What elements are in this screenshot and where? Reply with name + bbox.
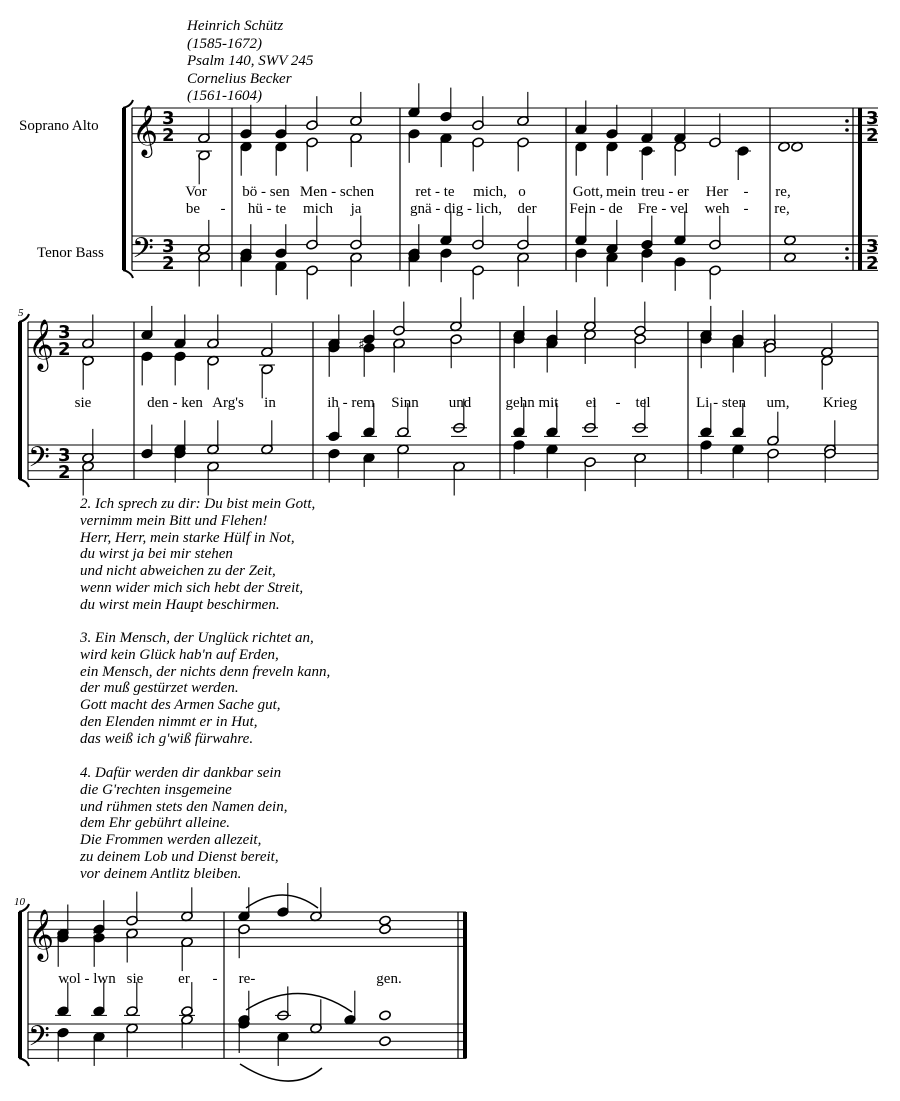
lyric-syllable: o (518, 184, 526, 200)
lyric-syllable: gnä - dig - lich, (409, 201, 503, 217)
lyric-syllable: er (178, 971, 190, 987)
lyric-syllable: wol - lwn (58, 971, 116, 987)
slur (246, 895, 318, 908)
time-signature: 2 (866, 253, 879, 274)
upper-staff-label: Soprano Alto (19, 118, 99, 134)
verse-line: das weiß ich g'wiß fürwahre. (80, 730, 254, 747)
composer: Heinrich Schütz (187, 18, 284, 34)
sharp-accidental: ♯ (92, 927, 99, 943)
lyric-syllable: Gott, (572, 184, 604, 200)
time-signature: 3 (58, 445, 71, 466)
sharp-accidental: ♯ (358, 337, 365, 353)
lyric-syllable: Fre - vel (637, 201, 689, 217)
verse-2 (80, 496, 315, 614)
verse-line: du wirst ja bei mir stehen (80, 546, 233, 563)
lyric-syllable: und (448, 395, 472, 411)
repeat-dot (845, 128, 849, 132)
measure-number-5: 5 (18, 307, 24, 319)
treble-clef-icon: 𝄞 (28, 319, 55, 370)
lyric-syllable: Her (705, 184, 729, 200)
composer-dates: (1585-1672) (187, 35, 262, 52)
whole-note (379, 1036, 392, 1047)
time-signature: 2 (58, 462, 71, 483)
time-signature: 2 (162, 253, 175, 274)
lyric-syllable: Fein - de (569, 201, 623, 217)
poet-dates: (1561-1604) (187, 88, 262, 104)
verse-line: vernimm mein Bitt und Flehen! (80, 512, 268, 529)
verse-line: 2. Ich sprech zu dir: Du bist mein Gott, (80, 496, 316, 512)
lyric-syllable: - (743, 201, 749, 217)
slur (240, 1064, 322, 1081)
verse-line: und nicht abweichen zu der Zeit, (80, 563, 276, 580)
time-signature: 3 (162, 236, 175, 257)
slur (246, 993, 352, 1012)
lyric-syllable: der (517, 201, 537, 217)
verse-line: der muß gestürzet werden. (80, 680, 239, 697)
lower-staff-label: Tenor Bass (37, 245, 104, 261)
time-signature: 3 (866, 108, 879, 129)
verse-line: dem Ehr gebührt alleine. (80, 815, 230, 832)
verse-line: Gott macht des Armen Sache gut, (80, 697, 281, 714)
verse-line: wird kein Glück hab'n auf Erden, (80, 646, 279, 663)
lyric-syllable: hü - te (247, 201, 287, 217)
lyric-syllable: be (185, 201, 201, 217)
lyric-syllable: ja (350, 201, 362, 217)
lyric-syllable: Arg's (212, 395, 244, 411)
lyric-syllable: um, (766, 395, 790, 411)
lyric-syllable: tel (635, 395, 651, 411)
lyric-syllable: ih - rem (327, 395, 375, 411)
lyric-syllable: bö - sen (242, 184, 290, 200)
bass-clef-icon: 𝄢 (28, 1020, 50, 1060)
lyric-syllable: Krieg (822, 395, 858, 411)
time-signature: 3 (58, 322, 71, 343)
lyric-syllable: - (212, 971, 218, 987)
repeat-dot (845, 247, 849, 251)
verse-line: ein Mensch, der nichts denn freveln kann, (80, 663, 331, 680)
verse-line: und rühmen stets den Namen dein, (80, 798, 288, 815)
whole-note (379, 924, 392, 935)
lyric-syllable: Vor (185, 184, 207, 200)
lyric-syllable: - (220, 201, 226, 217)
lyric-syllable: mich, (473, 184, 507, 200)
verse-line: vor deinem Antlitz bleiben. (80, 865, 242, 882)
lyric-syllable: - (615, 395, 621, 411)
lyric-syllable: treu - er (641, 184, 689, 200)
lyric-syllable: gehn mit (505, 395, 559, 411)
verse-line: 3. Ein Mensch, der Unglück richtet an, (80, 630, 314, 646)
verse-line: die G'rechten insgemeine (80, 781, 232, 798)
measure-number-10: 10 (14, 896, 25, 908)
lyric-syllable: den - ken (147, 395, 203, 411)
verse-3 (80, 630, 330, 748)
time-signature: 3 (162, 108, 175, 129)
sharp-accidental: ♯ (56, 927, 63, 943)
verse-line: zu deinem Lob und Dienst bereit, (80, 848, 279, 865)
lyric-syllable: re, (774, 201, 790, 217)
time-signature: 2 (866, 125, 879, 146)
verse-4 (80, 765, 287, 883)
lyric-syllable: Li - sten (696, 395, 746, 411)
lyric-syllable: re- (238, 971, 256, 987)
lyric-syllable: sie (74, 395, 92, 411)
verse-line: 4. Dafür werden dir dankbar sein (80, 765, 282, 781)
poet: Cornelius Becker (187, 70, 292, 87)
repeat-dot (845, 119, 849, 123)
lyric-syllable: ei (585, 395, 597, 411)
bass-clef-icon: 𝄢 (132, 232, 154, 272)
treble-clef-icon: 𝄞 (132, 105, 159, 156)
verse-line: wenn wider mich sich hebt der Streit, (80, 579, 304, 596)
lyric-syllable: sie (126, 971, 144, 987)
lyric-syllable: ret - te (415, 184, 455, 200)
sharp-accidental: ♯ (762, 337, 769, 353)
lyric-syllable: mich (303, 201, 333, 217)
bass-clef-icon: 𝄢 (28, 441, 50, 481)
lyric-syllable: - (743, 184, 749, 200)
lyric-syllable: Sinn (391, 395, 419, 411)
time-signature: 2 (162, 125, 175, 146)
lyric-syllable: in (264, 395, 276, 411)
lyric-syllable: mein (606, 184, 636, 200)
verse-line: du wirst mein Haupt beschirmen. (80, 596, 280, 613)
verse-line: Herr, Herr, mein starke Hülf in Not, (80, 529, 295, 546)
treble-clef-icon: 𝄞 (28, 909, 55, 960)
time-signature: 3 (866, 236, 879, 257)
lyric-syllable: gen. (376, 971, 402, 987)
lyric-syllable: Men - schen (299, 184, 375, 200)
verse-line: den Elenden nimmt er in Hut, (80, 713, 258, 730)
work-title: Psalm 140, SWV 245 (187, 53, 314, 69)
repeat-dot (845, 256, 849, 260)
time-signature: 2 (58, 339, 71, 360)
lyric-syllable: re, (775, 184, 791, 200)
lyric-syllable: weh (704, 201, 730, 217)
whole-note (379, 1010, 392, 1021)
verse-line: Die Frommen werden allezeit, (80, 832, 262, 849)
